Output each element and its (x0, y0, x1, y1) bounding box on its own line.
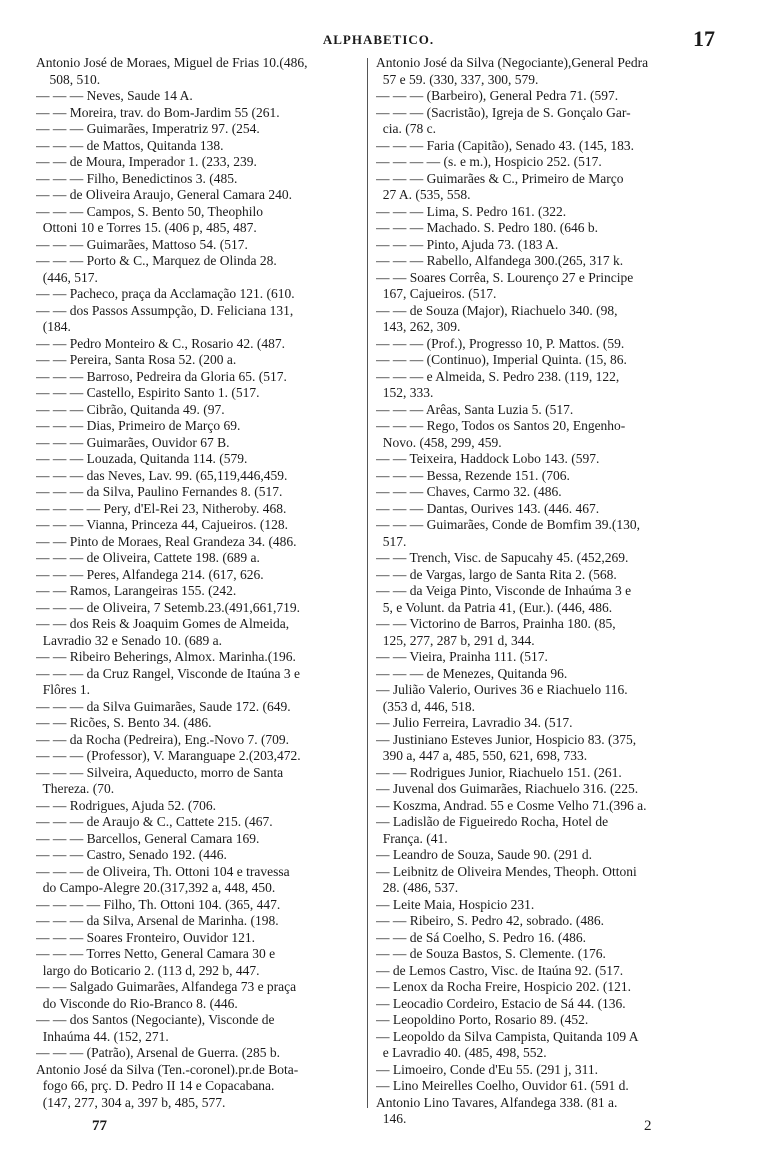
directory-line: — — Trench, Visc. de Sapucahy 45. (452,269. (376, 550, 629, 565)
directory-line: — — — (Professor), V. Maranguape 2.(203,472. (36, 748, 301, 763)
directory-line: — — dos Santos (Negociante), Visconde de (36, 1012, 275, 1027)
directory-line: — — — Dantas, Ourives 143. (446. 467. (376, 500, 600, 516)
directory-line: — — — da Cruz Rangel, Visconde de Itaúna 3 e (36, 665, 300, 681)
directory-line: — Leite Maia, Hospicio 231. (376, 896, 535, 912)
directory-line: — de Lemos Castro, Visc. de Itaúna 92. (517. (376, 962, 624, 978)
directory-line: — — — de Araujo & C., Cattete 215. (467. (36, 814, 273, 829)
directory-line: — — Soares Corrêa, S. Lourenço 27 e Principe (376, 269, 634, 285)
directory-line: — — Ribeiro, S. Pedro 42, sobrado. (486. (376, 913, 604, 928)
directory-line: — — Ramos, Larangeiras 155. (242. (36, 583, 237, 598)
directory-line: (353 d, 446, 518. (376, 698, 475, 714)
directory-line: — Ladislão de Figueiredo Rocha, Hotel de (376, 814, 609, 829)
directory-line: — — — — (s. e m.), Hospicio 252. (517. (376, 154, 602, 169)
directory-line: Antonio Lino Tavares, Alfandega 338. (81 a. (376, 1094, 618, 1110)
directory-line: — — — de Oliveira, 7 Setemb.23.(491,661,719. (36, 599, 300, 615)
directory-line: — — — Peres, Alfandega 214. (617, 626. (36, 566, 264, 582)
directory-line: — — — (Patrão), Arsenal de Guerra. (285 b. (36, 1045, 281, 1060)
column-divider (367, 58, 368, 1108)
directory-line: — Lenox da Rocha Freire, Hospicio 202. (121. (376, 979, 631, 994)
directory-line: — — — Rabello, Alfandega 300.(265, 317 k. (376, 253, 624, 268)
directory-line: — — Victorino de Barros, Prainha 180. (85, (376, 616, 616, 631)
directory-line: Flôres 1. (36, 682, 90, 697)
directory-line: — Julião Valerio, Ourives 36 e Riachuelo 116. (376, 682, 628, 697)
directory-line: Antonio José da Silva (Negociante),General Pedra (376, 55, 649, 70)
directory-line: — — Pinto de Moraes, Real Grandeza 34. (486. (36, 533, 297, 549)
directory-line: — — — Rego, Todos os Santos 20, Engenho- (376, 418, 626, 433)
directory-line: — — — Castello, Espirito Santo 1. (517. (36, 385, 260, 400)
directory-line: 5, e Volunt. da Patria 41, (Eur.). (446, 486. (376, 599, 613, 615)
directory-line: — Leandro de Souza, Saude 90. (291 d. (376, 847, 592, 862)
directory-line: Thereza. (70. (36, 781, 115, 796)
directory-line: — — Pedro Monteiro & C., Rosario 42. (487. (36, 335, 285, 351)
directory-line: — — — (Barbeiro), General Pedra 71. (597. (376, 88, 619, 103)
directory-line: — — — da Silva, Arsenal de Marinha. (198. (36, 913, 279, 928)
directory-line: — — da Veiga Pinto, Visconde de Inhaúma 3 e (376, 583, 632, 598)
directory-line: Inhaúma 44. (152, 271. (36, 1028, 169, 1044)
directory-line: — — — Lima, S. Pedro 161. (322. (376, 203, 567, 219)
page-number: 17 (693, 26, 715, 51)
directory-line: — — — Vianna, Princeza 44, Cajueiros. (128. (36, 517, 289, 532)
directory-line: — — de Souza (Major), Riachuelo 340. (98, (376, 302, 618, 318)
directory-line: — — — — Pery, d'El-Rei 23, Nitheroby. 468. (36, 500, 287, 516)
directory-line: — Julio Ferreira, Lavradio 34. (517. (376, 715, 573, 730)
directory-line: 517. (376, 533, 407, 549)
directory-line: 27 A. (535, 558. (376, 187, 471, 202)
directory-line: — — — Soares Fronteiro, Ouvidor 121. (36, 929, 255, 945)
page-header (0, 26, 757, 54)
directory-line: — — — Chaves, Carmo 32. (486. (376, 484, 562, 499)
directory-line: — — — Cibrão, Quitanda 49. (97. (36, 401, 225, 417)
directory-line: — Leibnitz de Oliveira Mendes, Theoph. Ottoni (376, 863, 637, 879)
directory-line: Novo. (458, 299, 459. (376, 434, 502, 450)
sheet-mark: 2 (644, 1118, 652, 1134)
directory-line: — — — Guimarães, Mattoso 54. (517. (36, 236, 248, 252)
directory-line: — — da Rocha (Pedreira), Eng.-Novo 7. (709. (36, 731, 290, 747)
directory-line: — — — (Prof.), Progresso 10, P. Mattos. (59. (376, 335, 625, 351)
directory-line: fogo 66, prç. D. Pedro II 14 e Copacabana. (36, 1078, 275, 1093)
directory-line: — — — Guimarães, Ouvidor 67 B. (36, 434, 230, 450)
directory-line: 143, 262, 309. (376, 319, 461, 334)
directory-line: Antonio José de Moraes, Miguel de Frias 10.(486, (36, 55, 308, 70)
directory-line: 508, 510. (36, 71, 101, 87)
right-column (376, 55, 716, 1128)
directory-line: — — — Torres Netto, General Camara 30 e (36, 946, 276, 961)
directory-line: 125, 277, 287 b, 291 d, 344. (376, 632, 535, 648)
directory-line: — — — Castro, Senado 192. (446. (36, 847, 227, 862)
directory-line: — — — Arêas, Santa Luzia 5. (517. (376, 401, 574, 417)
directory-line: Antonio José da Silva (Ten.-coronel).pr.de Bota- (36, 1061, 299, 1077)
directory-line: 390 a, 447 a, 485, 550, 621, 698, 733. (376, 748, 588, 763)
directory-line: — Leopoldo da Silva Campista, Quitanda 109 A (376, 1028, 639, 1044)
left-column (36, 55, 358, 1111)
directory-line: — — — Barroso, Pedreira da Gloria 65. (517. (36, 368, 287, 384)
directory-line: — — Teixeira, Haddock Lobo 143. (597. (376, 451, 600, 466)
directory-line: — — Pereira, Santa Rosa 52. (200 a. (36, 352, 237, 367)
directory-line: Lavradio 32 e Senado 10. (689 a. (36, 632, 222, 648)
directory-line: — — de Oliveira Araujo, General Camara 240. (36, 187, 293, 202)
directory-line: — — Vieira, Prainha 111. (517. (376, 649, 548, 664)
directory-line: — — de Moura, Imperador 1. (233, 239. (36, 154, 257, 169)
directory-line: 152, 333. (376, 385, 434, 400)
directory-line: — — — Bessa, Rezende 151. (706. (376, 467, 570, 483)
directory-line: (184. (36, 319, 71, 334)
directory-line: — — — Porto & C., Marquez de Olinda 28. (36, 253, 277, 268)
directory-line: 146. (376, 1111, 407, 1126)
directory-line: — Lino Meirelles Coelho, Ouvidor 61. (591 d. (376, 1078, 629, 1093)
directory-line: — — Rodrigues, Ajuda 52. (706. (36, 797, 216, 813)
directory-line: — — — de Oliveira, Cattete 198. (689 a. (36, 550, 260, 565)
directory-line: — Leocadio Cordeiro, Estacio de Sá 44. (136. (376, 995, 626, 1011)
directory-line: — — — da Silva Guimarães, Saude 172. (649. (36, 698, 291, 714)
directory-line: — — — Louzada, Quitanda 114. (579. (36, 451, 248, 466)
directory-line: — — dos Passos Assumpção, D. Feliciana 131, (36, 302, 294, 318)
directory-line: — — — — Filho, Th. Ottoni 104. (365, 447. (36, 896, 281, 912)
directory-line: — — — de Menezes, Quitanda 96. (376, 665, 568, 681)
directory-line: do Campo-Alegre 20.(317,392 a, 448, 450. (36, 880, 276, 895)
directory-line: do Visconde do Rio-Branco 8. (446. (36, 995, 238, 1011)
directory-line: — Leopoldino Porto, Rosario 89. (452. (376, 1012, 589, 1027)
directory-line: — — — Filho, Benedictinos 3. (485. (36, 170, 238, 186)
page-title: ALPHABETICO. (322, 32, 435, 47)
directory-line: — — — Machado. S. Pedro 180. (646 b. (376, 220, 598, 235)
directory-line: — — Ricões, S. Bento 34. (486. (36, 715, 212, 730)
directory-line: — — Rodrigues Junior, Riachuelo 151. (261. (376, 764, 622, 780)
directory-line: Ottoni 10 e Torres 15. (406 p, 485, 487. (36, 220, 257, 235)
directory-line: largo do Boticario 2. (113 d, 292 b, 447. (36, 962, 260, 978)
directory-line: — — — de Mattos, Quitanda 138. (36, 137, 224, 153)
directory-line: — — — (Continuo), Imperial Quinta. (15, 86. (376, 352, 627, 367)
directory-line: — — Moreira, trav. do Bom-Jardim 55 (261. (36, 104, 280, 120)
directory-line: — — — Neves, Saude 14 A. (36, 88, 193, 103)
directory-line: — — Salgado Guimarães, Alfandega 73 e praça (36, 979, 297, 994)
directory-line: — — — de Oliveira, Th. Ottoni 104 e travessa (36, 863, 290, 879)
directory-line: — — de Vargas, largo de Santa Rita 2. (568. (376, 566, 617, 582)
directory-line: — — — Silveira, Aqueducto, morro de Santa (36, 764, 284, 780)
directory-line: — Justiniano Esteves Junior, Hospicio 83. (375, (376, 731, 637, 747)
directory-line: — Koszma, Andrad. 55 e Cosme Velho 71.(396 a. (376, 797, 647, 813)
directory-line: — — de Sá Coelho, S. Pedro 16. (486. (376, 929, 586, 945)
directory-line: e Lavradio 40. (485, 498, 552. (376, 1045, 547, 1060)
directory-line: — — — Guimarães, Imperatriz 97. (254. (36, 121, 260, 136)
directory-line: — — — das Neves, Lav. 99. (65,119,446,459. (36, 467, 288, 483)
directory-line: — — — Faria (Capitão), Senado 43. (145, 183. (376, 137, 634, 153)
directory-line: — — — Guimarães, Conde de Bomfim 39.(130, (376, 517, 640, 532)
directory-line: — — Ribeiro Beherings, Almox. Marinha.(196. (36, 649, 296, 664)
directory-line: — — — da Silva, Paulino Fernandes 8. (517. (36, 484, 283, 499)
directory-line: — Limoeiro, Conde d'Eu 55. (291 j, 311. (376, 1061, 599, 1077)
directory-line: — — — e Almeida, S. Pedro 238. (119, 122, (376, 368, 620, 384)
directory-line: (147, 277, 304 a, 397 b, 485, 577. (36, 1094, 226, 1110)
directory-line: — — — Pinto, Ajuda 73. (183 A. (376, 236, 559, 252)
directory-line: 28. (486, 537. (376, 880, 459, 895)
signature-mark: 77 (92, 1118, 107, 1134)
directory-line: — — dos Reis & Joaquim Gomes de Almeida, (36, 616, 290, 631)
directory-line: — — de Souza Bastos, S. Clemente. (176. (376, 946, 606, 961)
directory-line: — — — Dias, Primeiro de Março 69. (36, 418, 241, 433)
directory-line: — — — Campos, S. Bento 50, Theophilo (36, 203, 264, 219)
directory-line: França. (41. (376, 830, 448, 846)
directory-line: — Juvenal dos Guimarães, Riachuelo 316. (225. (376, 781, 639, 796)
directory-line: 57 e 59. (330, 337, 300, 579. (376, 71, 539, 87)
directory-line: 167, Cajueiros. (517. (376, 286, 497, 301)
directory-line: — — — Barcellos, General Camara 169. (36, 830, 260, 846)
directory-line: — — — (Sacristão), Igreja de S. Gonçalo Gar- (376, 104, 631, 120)
directory-line: cia. (78 c. (376, 121, 436, 136)
directory-line: (446, 517. (36, 269, 98, 285)
directory-line: — — Pacheco, praça da Acclamação 121. (610. (36, 286, 295, 301)
directory-line: — — — Guimarães & C., Primeiro de Março (376, 170, 624, 186)
